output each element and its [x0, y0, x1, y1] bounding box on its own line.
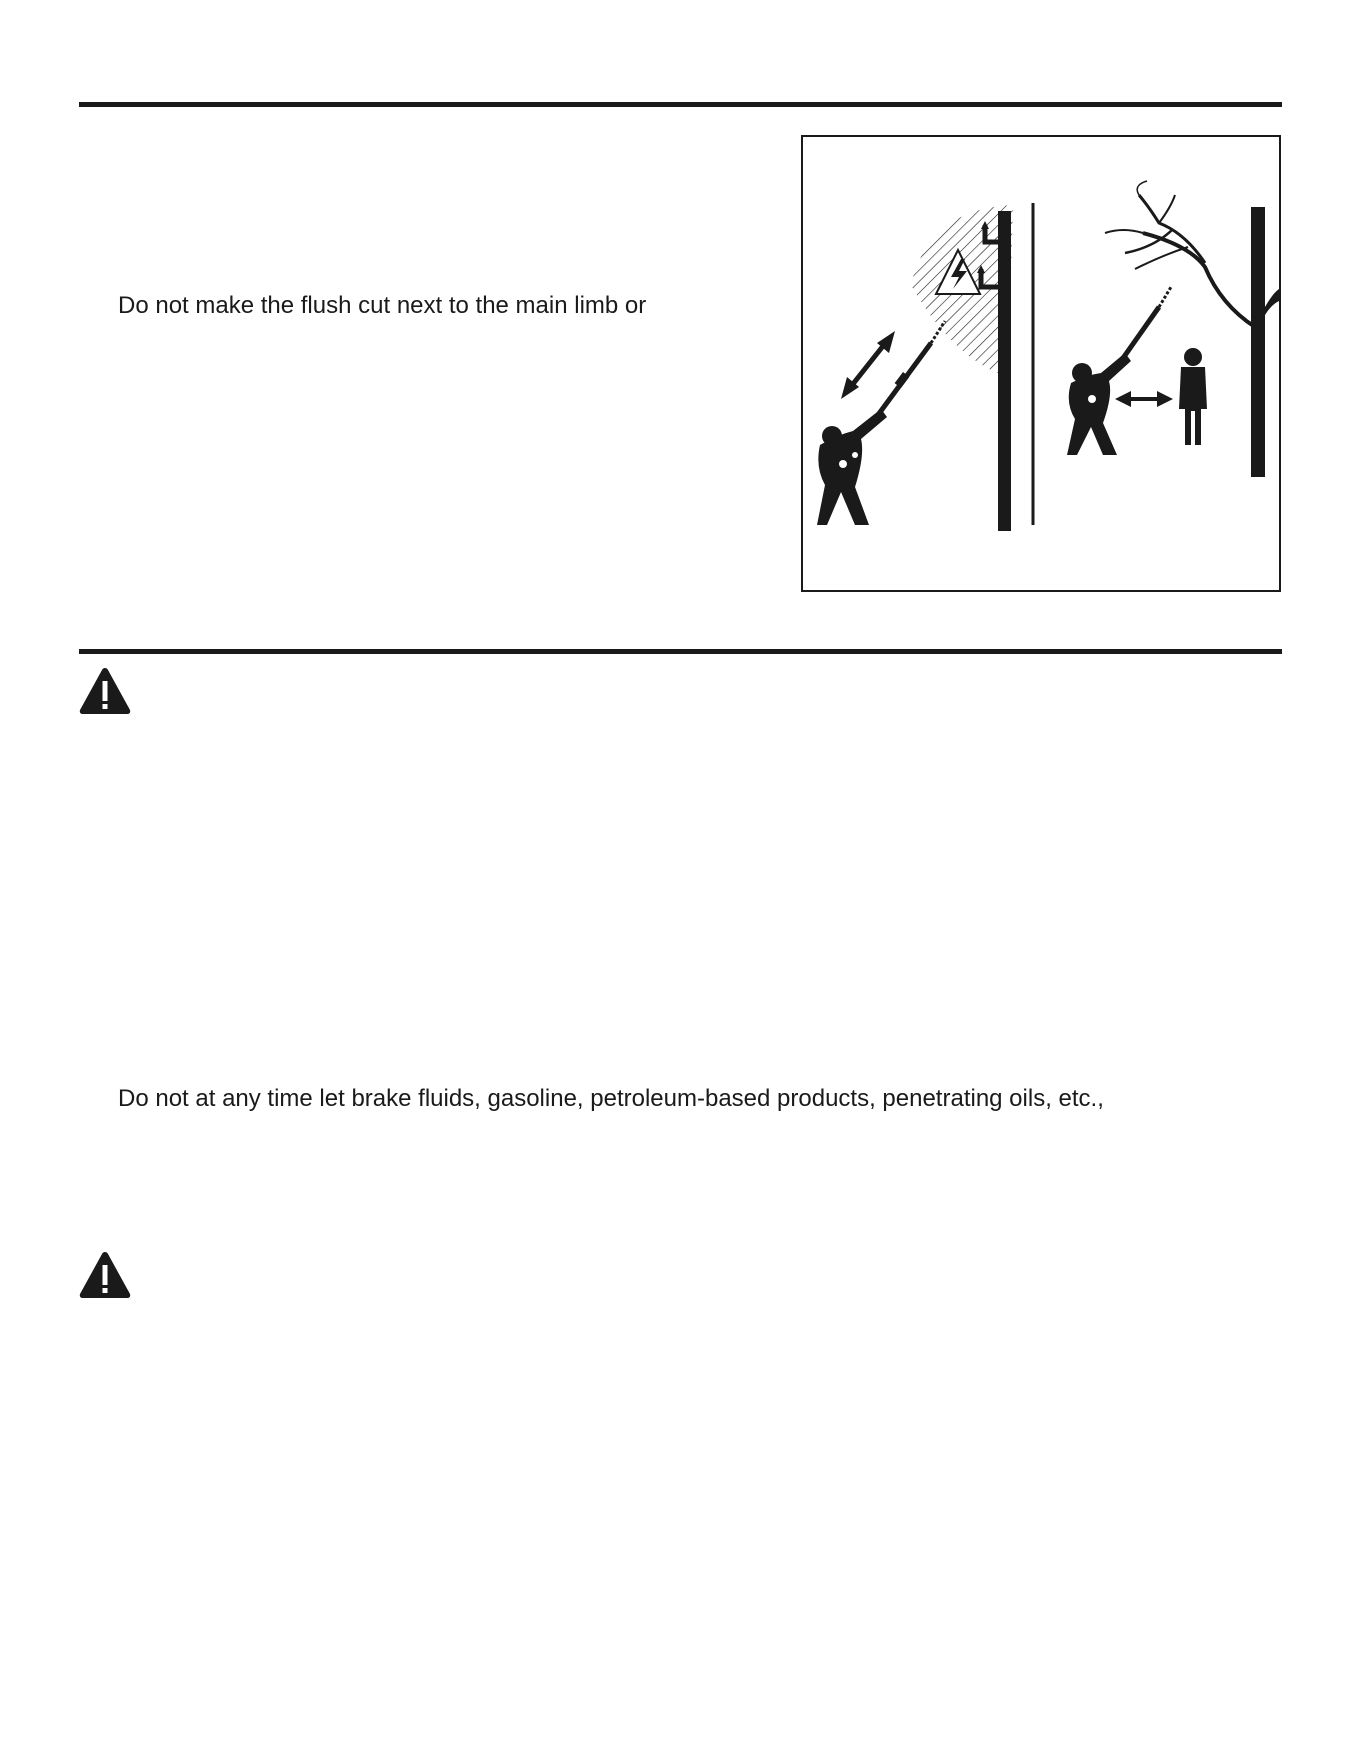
tree-branches [1105, 181, 1255, 327]
operator-silhouette-right [1067, 353, 1131, 455]
pole-saw-safety-figure [801, 135, 1281, 592]
top-section-rule [79, 102, 1282, 107]
bystander-distance-panel [1067, 181, 1279, 477]
bystander-distance-arrow-icon [1115, 391, 1173, 407]
power-line-clearance-panel [817, 205, 1013, 531]
pole-saw [875, 321, 945, 419]
warning-triangle-icon [78, 1250, 132, 1300]
middle-section-rule [79, 649, 1282, 654]
pole-saw-safety-illustration [803, 137, 1279, 590]
bystander-silhouette [1179, 348, 1207, 445]
fluids-warning-paragraph: Do not at any time let brake fluids, gasoline, petroleum-based products, penetrating oils, etc., [118, 1085, 1104, 1112]
warning-triangle-icon [78, 666, 132, 716]
clearance-distance-arrow-icon [841, 331, 895, 399]
utility-pole [998, 211, 1011, 531]
tree-trunk [1251, 207, 1265, 477]
operator-silhouette [817, 409, 887, 525]
pole-saw-right [1121, 287, 1171, 361]
flush-cut-paragraph: Do not make the flush cut next to the main limb or [118, 292, 647, 319]
